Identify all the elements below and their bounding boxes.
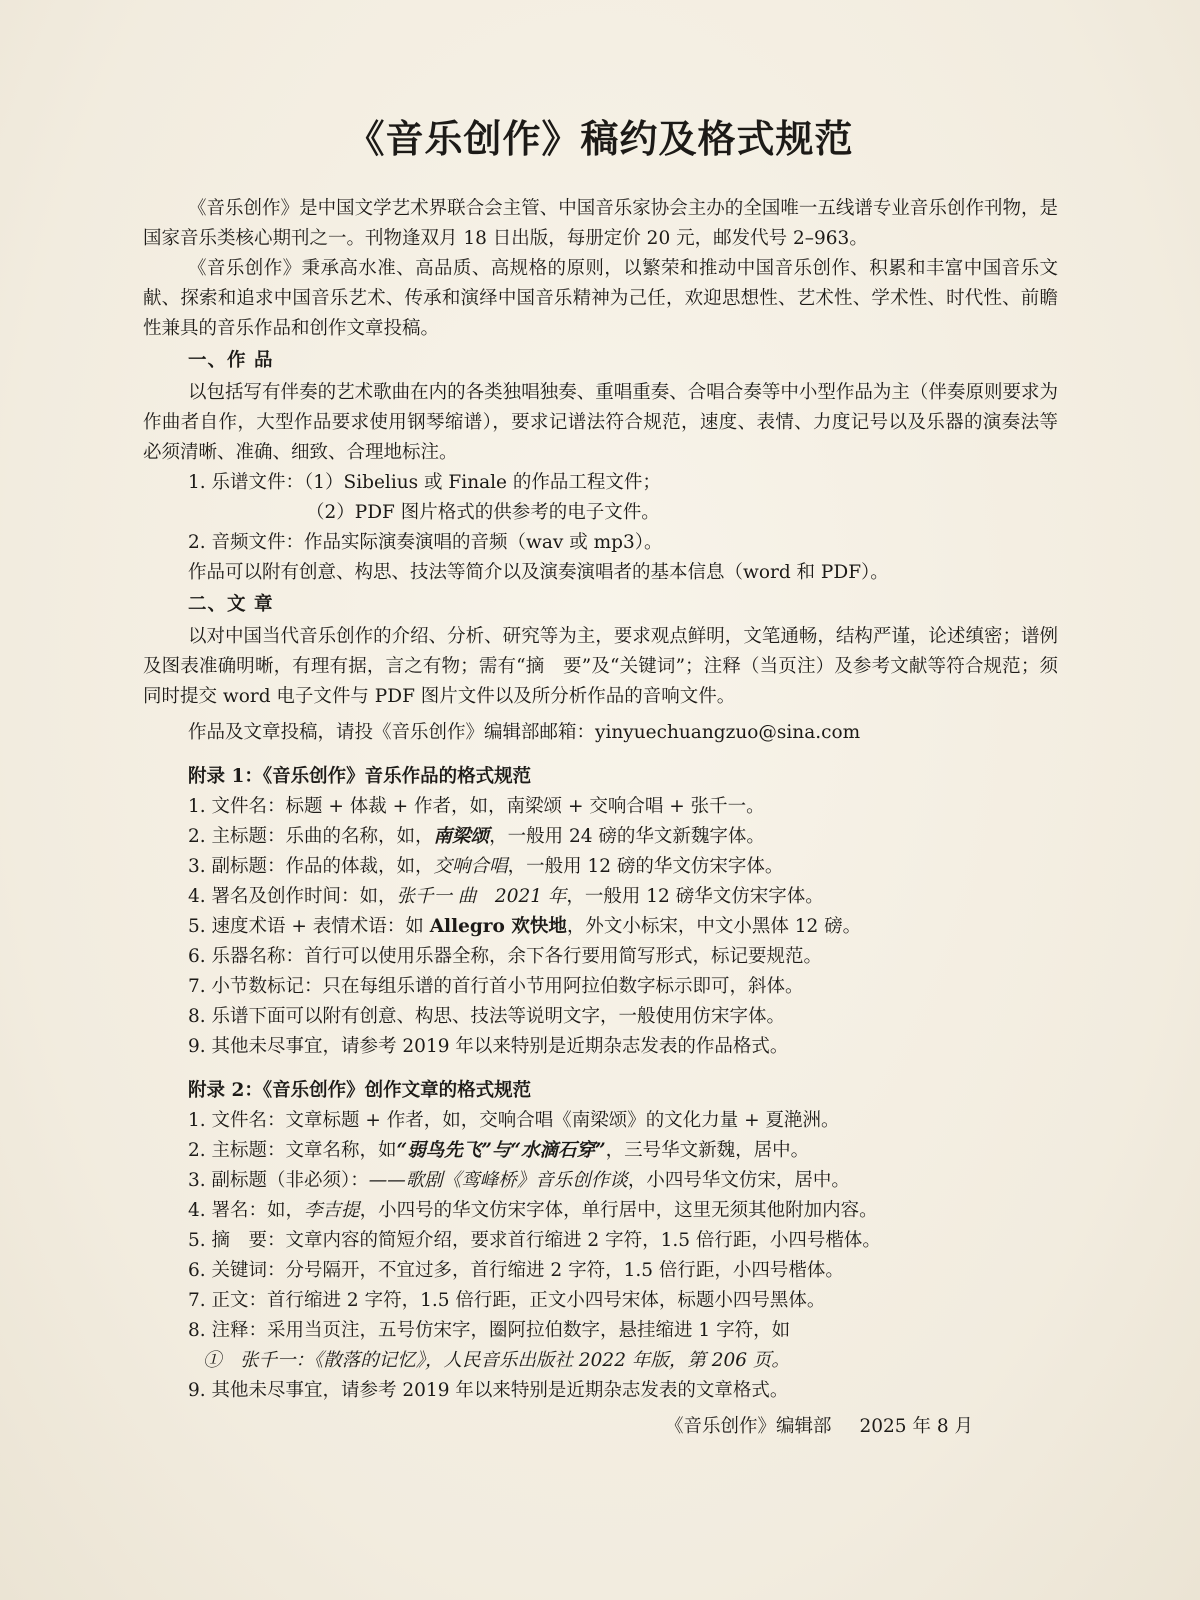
appendix-2-item: 5. 摘 要：文章内容的简短介绍，要求首行缩进 2 字符，1.5 倍行距，小四号楷体。 xyxy=(188,1230,881,1251)
example-author-sample: 李吉提 xyxy=(304,1200,360,1221)
works-item-score-files: 1. 乐谱文件：（1）Sibelius 或 Finale 的作品工程文件； xyxy=(188,472,661,493)
appendix-1-item: 8. 乐谱下面可以附有创意、构思、技法等说明文字，一般使用仿宋字体。 xyxy=(188,1006,786,1027)
appendix-1-item: 1. 文件名：标题 + 体裁 + 作者，如，南梁颂 + 交响合唱 + 张千一。 xyxy=(188,796,765,817)
appendix-2-item: 3. 副标题（非必须）：——歌剧《鸾峰桥》音乐创作谈，小四号华文仿宋，居中。 xyxy=(188,1170,850,1191)
example-article-title-sample: “弱鸟先飞”与“水滴石穿” xyxy=(396,1140,606,1161)
appendix-1-item: 4. 署名及创作时间：如，张千一 曲 2021 年，一般用 12 磅华文仿宋字体。 xyxy=(188,886,824,907)
appendix-1-item: 7. 小节数标记：只在每组乐谱的首行首小节用阿拉伯数字标示即可，斜体。 xyxy=(188,976,804,997)
works-item-audio: 2. 音频文件：作品实际演奏演唱的音频（wav 或 mp3）。 xyxy=(188,532,663,553)
example-byline-sample: 张千一 曲 2021 年 xyxy=(396,886,567,907)
appendix-2-item: 1. 文件名：文章标题 + 作者，如，交响合唱《南梁颂》的文化力量 + 夏滟洲。 xyxy=(188,1110,840,1131)
appendix-2-item: 9. 其他未尽事宜，请参考 2019 年以来特别是近期杂志发表的文章格式。 xyxy=(188,1380,789,1401)
section-articles-heading: 二、文 章 xyxy=(188,594,274,615)
intro-paragraph-2: 《音乐创作》秉承高水准、高品质、高规格的原则，以繁荣和推动中国音乐创作、积累和丰富中国音乐文献、探索和追求中国音乐艺术、传承和演绎中国音乐精神为己任，欢迎思想性、艺术性、学术性、时代性、前瞻性兼具的音乐作品和创作文章投稿。 xyxy=(143,258,1058,339)
appendix-1-item: 2. 主标题：乐曲的名称，如，南梁颂，一般用 24 磅的华文新魏字体。 xyxy=(188,826,765,847)
appendix-2-item: 7. 正文：首行缩进 2 字符，1.5 倍行距，正文小四号宋体，标题小四号黑体。 xyxy=(188,1290,826,1311)
example-expression-sample: 欢快地 xyxy=(504,916,567,937)
section-works-heading: 一、作 品 xyxy=(188,350,274,371)
works-note: 作品可以附有创意、构思、技法等简介以及演奏演唱者的基本信息（word 和 PDF）。 xyxy=(188,562,889,583)
signature-date: 2025 年 8 月 xyxy=(859,1416,973,1437)
example-tempo-sample: Allegro xyxy=(429,916,505,937)
example-title-sample: 南梁颂 xyxy=(433,826,490,847)
appendix-2-item: 2. 主标题：文章名称，如“弱鸟先飞”与“水滴石穿”，三号华文新魏，居中。 xyxy=(188,1140,810,1161)
appendix-1-item: 9. 其他未尽事宜，请参考 2019 年以来特别是近期杂志发表的作品格式。 xyxy=(188,1036,789,1057)
appendix-1-item: 3. 副标题：作品的体裁，如，交响合唱，一般用 12 磅的华文仿宋字体。 xyxy=(188,856,784,877)
section-articles-text: 以对中国当代音乐创作的介绍、分析、研究等为主，要求观点鲜明，文笔通畅，结构严谨，论述缜密；谱例及图表准确明晰，有理有据，言之有物；需有“摘 要”及“关键词”；注释（当页注）及参考文献等符合规范；须同时提交 word 电子文件与 PDF 图片文件以及所分析作品的音响文件。 xyxy=(143,626,1058,707)
page-title: 《音乐创作》稿约及格式规范 xyxy=(346,116,854,161)
example-subtitle-sample: 交响合唱 xyxy=(433,856,508,877)
appendix-1-title: 附录 1：《音乐创作》音乐作品的格式规范 xyxy=(188,766,532,787)
appendix-2-item: 8. 注释：采用当页注，五号仿宋字，圈阿拉伯数字，悬挂缩进 1 字符，如 xyxy=(188,1320,791,1341)
footnote-example: ① 张千一：《散落的记忆》，人民音乐出版社 2022 年版，第 206 页。 xyxy=(203,1350,790,1371)
submission-email-line: 作品及文章投稿，请投《音乐创作》编辑部邮箱：yinyuechuangzuo@sina.com xyxy=(188,722,861,743)
appendix-2-title: 附录 2：《音乐创作》创作文章的格式规范 xyxy=(188,1080,532,1101)
appendix-1-item: 6. 乐器名称：首行可以使用乐器全称，余下各行要用简写形式，标记要规范。 xyxy=(188,946,823,967)
section-works-text: 以包括写有伴奏的艺术歌曲在内的各类独唱独奏、重唱重奏、合唱合奏等中小型作品为主（伴奏原则要求为作曲者自作，大型作品要求使用钢琴缩谱），要求记谱法符合规范，速度、表情、力度记号以及乐器的演奏法等必须清晰、准确、细致、合理地标注。 xyxy=(143,382,1058,463)
signature xyxy=(143,1412,1058,1442)
intro-paragraph-1: 《音乐创作》是中国文学艺术界联合会主管、中国音乐家协会主办的全国唯一五线谱专业音乐创作刊物，是国家音乐类核心期刊之一。刊物逢双月 18 日出版，每册定价 20 元，邮发代号 2–963。 xyxy=(143,198,1058,249)
document-body xyxy=(143,194,1058,1442)
appendix-2-item: 4. 署名：如，李吉提，小四号的华文仿宋字体，单行居中，这里无须其他附加内容。 xyxy=(188,1200,878,1221)
example-article-subtitle-sample: ——歌剧《鸾峰桥》音乐创作谈 xyxy=(368,1170,628,1191)
appendix-1-item: 5. 速度术语 + 表情术语：如 Allegro 欢快地，外文小标宋，中文小黑体 12 磅。 xyxy=(188,916,862,937)
appendix-2-item: 6. 关键词：分号隔开，不宜过多，首行缩进 2 字符，1.5 倍行距，小四号楷体。 xyxy=(188,1260,844,1281)
signature-org: 《音乐创作》编辑部 xyxy=(664,1416,832,1437)
works-item-score-pdf: （2）PDF 图片格式的供参考的电子文件。 xyxy=(306,502,660,523)
